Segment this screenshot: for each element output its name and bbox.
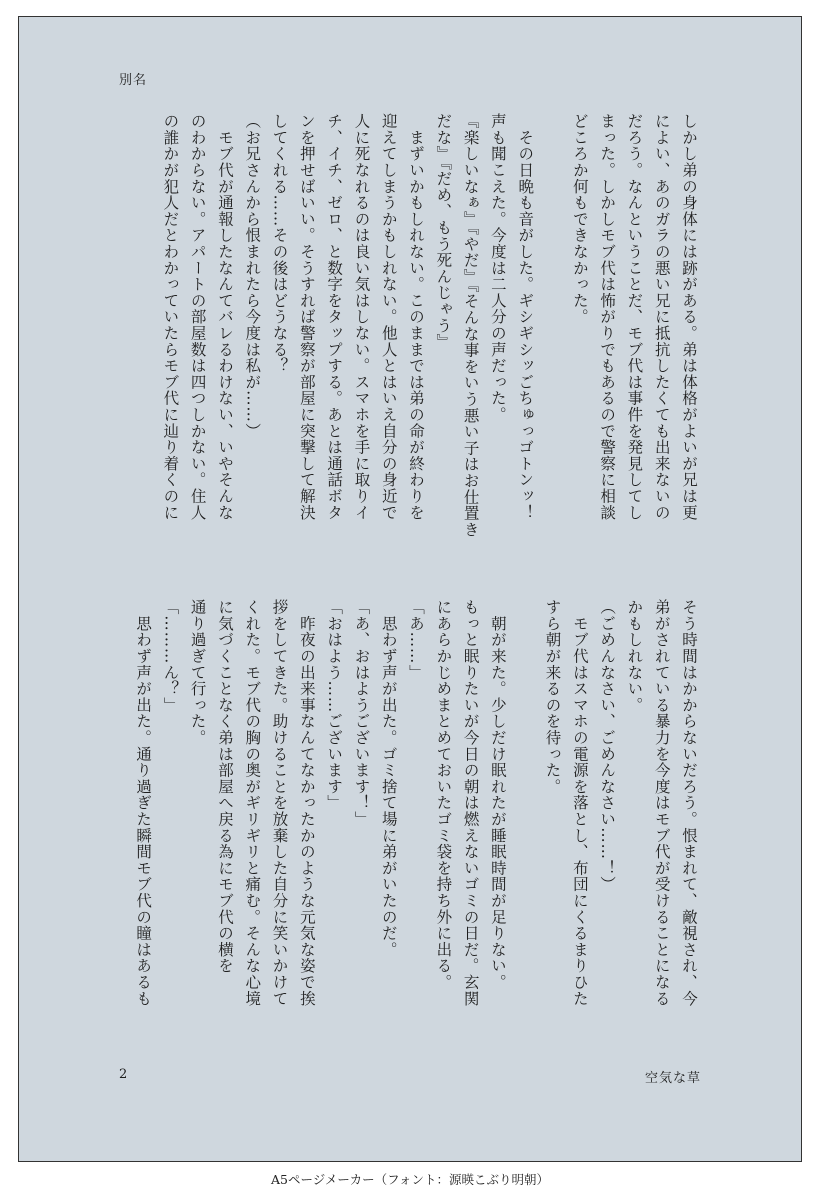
text-line: （お兄さんから恨まれたら今度は私が……） [243, 113, 262, 439]
text-line: すら朝が来るのを待った。 [543, 599, 562, 795]
text-line: のわからない。アパートの部屋数は四つしかない。住人 [188, 113, 207, 521]
text-line: 思わず声が出た。ゴミ捨て場に弟がいたのだ。 [379, 599, 398, 958]
text-line: チ、イチ、ゼロ、と数字をタップする。あとは通話ボタ [325, 113, 344, 521]
text-line: モブ代が通報したなんてバレるわけない、いやそんな [215, 113, 234, 521]
text-line: だろう。なんということだ、モブ代は事件を発見してし [625, 113, 644, 521]
text-block-top [116, 113, 702, 575]
text-line: モブ代はスマホの電源を落とし、布団にくるまりひた [570, 599, 589, 1007]
text-line: にあらかじめまとめておいたゴミ袋を持ち外に出る。 [434, 599, 453, 991]
text-line: 拶をしてきた。助けることを放棄した自分に笑いかけて [270, 599, 289, 1007]
text-line: 『楽しいなぁ』『やだ』『そんな事をいう悪い子はお仕置き [461, 113, 480, 538]
text-line: 通り過ぎて行った。 [188, 599, 207, 746]
text-line: 思わず声が出た。通り過ぎた瞬間モブ代の瞳はあるも [134, 599, 153, 1007]
text-line [538, 113, 565, 575]
generator-caption: A5ページメーカー（フォント：源暎こぶり明朝） [271, 1172, 549, 1187]
text-line: くれた。モブ代の胸の奥がギリギリと痛む。そんな心境 [243, 599, 262, 1007]
text-line: まった。しかしモブ代は怖がりでもあるので警察に相談 [598, 113, 617, 521]
text-line: の誰かが犯人だとわかっていたらモブ代に辿り着くのに [161, 113, 180, 521]
text-line: その日晩も音がした。ギシギシッごちゅっゴトンッ！ [516, 113, 535, 521]
text-line: 昨夜の出来事なんてなかったかのような元気な姿で挨 [297, 599, 316, 1007]
text-line: 迎えてしまうかもしれない。他人とはいえ自分の身近で [379, 113, 398, 521]
text-line: 弟がされている暴力を今度はモブ代が受けることになる [652, 599, 671, 1007]
text-line: に気づくことなく弟は部屋へ戻る為にモブ代の横を [215, 599, 234, 974]
text-line: 「おはよう……ございます」 [325, 599, 344, 811]
text-line: かもしれない。 [625, 599, 644, 714]
text-line: 朝が来た。少しだけ眠れたが睡眠時間が足りない。 [488, 599, 507, 991]
text-line [511, 599, 538, 1061]
author-name: 空気な草 [644, 1071, 701, 1086]
text-line: してくれる……その後はどうなる？ [270, 113, 289, 374]
text-line: だな』『だめ、もう死んじゃう』 [434, 113, 453, 350]
text-line: どころか何もできなかった。 [570, 113, 589, 325]
text-line: しかし弟の身体には跡がある。弟は体格がよいが兄は更 [680, 113, 698, 521]
text-line: ンを押せばいい。そうすれば警察が部屋に突撃して解決 [297, 113, 316, 521]
text-line: まずいかもしれない。このままでは弟の命が終わりを [407, 113, 426, 521]
book-title: 別名 [119, 73, 148, 88]
text-line: もっと眠りたいが今日の朝は燃えないゴミの日だ。玄関 [461, 599, 480, 1007]
page-number: 2 [119, 1067, 128, 1082]
text-line: 「あ……」 [407, 599, 426, 681]
text-line: 「あ、おはようございます！」 [352, 599, 371, 828]
text-line: そう時間はかからないだろう。恨まれて、敵視され、今 [680, 599, 698, 1007]
text-line: 人に死なれるのは良い気はしない。スマホを手に取りイ [352, 113, 371, 521]
text-line: 声も聞こえた。今度は二人分の声だった。 [488, 113, 507, 423]
text-line: 「………ん？」 [161, 599, 180, 714]
text-block-bottom [116, 599, 702, 1061]
manuscript-page [18, 16, 802, 1162]
text-line: （ごめんなさい、ごめんなさい……！） [598, 599, 617, 893]
text-line: によい、あのガラの悪い兄に抵抗したくても出来ないの [652, 113, 671, 521]
